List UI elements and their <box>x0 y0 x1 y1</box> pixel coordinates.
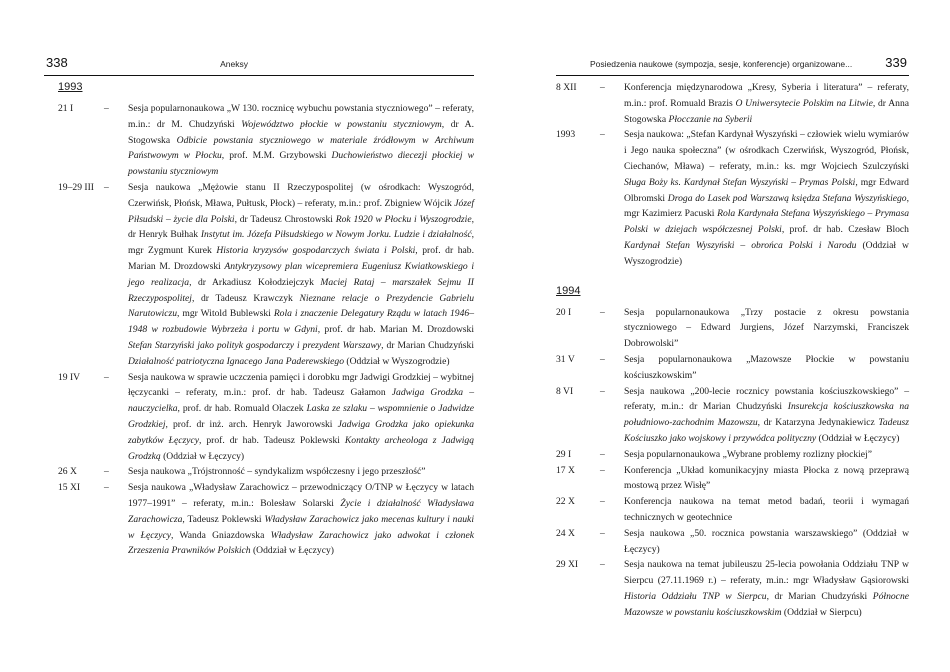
event-entry <box>44 180 474 370</box>
event-entry <box>556 463 909 495</box>
event-date: 20 I <box>556 306 572 318</box>
event-dash: – <box>600 496 605 508</box>
event-title-italic: Droga do Lasek pod Warszawą księdza Stefana Wyszyńskiego <box>667 192 907 204</box>
event-entry <box>44 101 474 180</box>
event-text: , mgr Zygmunt Kurek <box>128 229 474 257</box>
event-dash: – <box>104 181 109 193</box>
event-description <box>128 370 474 465</box>
event-entry <box>556 127 909 269</box>
left-page-content <box>44 80 474 559</box>
event-text: , dr Arkadiusz Kołodziejczyk <box>189 276 321 288</box>
event-title-italic: Odbicie powstania styczniowego w materiale źródłowym w Archiwum Państwowym w Płocku <box>128 134 474 162</box>
event-title-italic: Laska ze szlaku – wspomnienie o Jadwidze Grodzkiej <box>128 403 474 430</box>
event-dash: – <box>600 353 605 365</box>
event-title-italic: Rola Kardynała Stefana Wyszyńskiego – Prymasa Polski w dziejach współczesnej Polski <box>624 208 909 236</box>
event-text: , Tadeusz Poklewski <box>182 513 265 525</box>
event-entry <box>556 352 909 384</box>
event-date: 19 IV <box>58 371 81 383</box>
event-title-italic: Tadeusz Kościuszko jako wojskowy i przywódca polityczny <box>624 417 909 444</box>
event-title-italic: Sługa Boży ks. Kardynał Stefan Wyszyński – Prymas Polski <box>624 176 856 188</box>
event-description <box>624 447 909 463</box>
event-description <box>624 463 909 495</box>
event-date: 8 VI <box>556 385 574 397</box>
right-page-number: 339 <box>885 55 907 70</box>
event-entry <box>44 480 474 559</box>
event-text: Sesja naukowa w sprawie uczczenia pamięci i dorobku mgr Jadwigi Grodzkiej – wybitnej łęczycanki – referaty, m.in.: prof. dr hab. Tadeusz Gałamon <box>128 371 474 399</box>
event-text: Konferencja „Układ komunikacyjny miasta Płocka z nową przeprawą mostową przez Wisłę” <box>624 464 909 492</box>
right-page <box>556 0 909 672</box>
event-text: , dr Marian Chudzyński <box>381 339 474 351</box>
event-title-italic: Województwo płockie w powstaniu styczniowym <box>241 118 442 130</box>
event-entry <box>44 464 474 480</box>
event-text: Sesja naukowa „Władysław Zarachowicz – przewodniczący O/TNP w Łęczycy w latach 1977–1991” – referaty, m.in.: Bolesław Solarski <box>128 482 474 509</box>
event-text: Sesja naukowa „Mężowie stanu II Rzeczypospolitej (w ośrodkach: Wyszogród, Czerwińsk, Płońsk, Mława, Pułtusk, Płock) – referaty, m.in.: prof. Zbigniew Wójcik <box>128 181 474 209</box>
event-description <box>128 464 474 480</box>
event-entry <box>44 370 474 465</box>
event-dash: – <box>600 129 605 141</box>
event-title-italic: Instytut im. Józefa Piłsudskiego w Nowym Jorku. Ludzie i działalność <box>200 229 472 241</box>
event-title-italic: Rola i znaczenie Delegatury Rządu w latach 1946–1948 w rozbudowie Wybrzeża i portu w Gdyni <box>128 308 474 336</box>
event-text: , prof. dr hab. Marian M. Drozdowski <box>128 245 474 272</box>
event-title-italic: Płocczanie na Syberii <box>668 113 753 125</box>
event-text: Sesja naukowa: „Stefan Kardynał Wyszyński – człowiek wielu wymiarów i Jego nauka społeczna” (w ośrodkach Czerwińsk, Wyszogród, Płońsk, Ciechanów, Mława) – referaty, m.in.: ks. mgr Wojciech Szulczyński <box>624 129 909 172</box>
event-date: 19–29 III <box>58 181 94 193</box>
left-running-head <box>44 55 474 76</box>
event-entry <box>556 447 909 463</box>
event-date: 22 X <box>556 496 575 508</box>
event-title-italic: Józef Piłsudski – życie dla Polski <box>128 197 474 225</box>
event-entry <box>556 80 909 127</box>
event-date: 29 XI <box>556 559 579 571</box>
event-dash: – <box>104 371 109 383</box>
event-text: , mgr Witold Bublewski <box>177 308 274 320</box>
event-text: , dr Tadeusz Krawczyk <box>191 292 300 304</box>
event-entry <box>556 384 909 447</box>
event-dash: – <box>104 466 109 478</box>
event-text: Sesja popularnonaukowa „W 130. rocznicę wybuchu powstania styczniowego” – referaty, m.in.: dr M. Chudzyński <box>128 103 474 130</box>
event-text: (Oddział w Wyszogrodzie) <box>624 239 909 267</box>
event-title-italic: Władysław Zarachowicz jako mecenas kultury i nauki w Łęczycy <box>128 513 474 541</box>
event-description <box>624 557 909 620</box>
event-description <box>624 80 909 127</box>
event-text: , prof. dr inż. arch. Henryk Jaworowski <box>165 418 338 430</box>
event-description <box>624 494 909 526</box>
event-text: (Oddział w Łęczycy) <box>160 450 245 462</box>
event-text: Sesja popularnonaukowa „Wybrane problemy rozlizny płockiej” <box>624 448 872 460</box>
event-text: Sesja naukowa „50. rocznica powstania warszawskiego” (Oddział w Łęczycy) <box>624 527 909 555</box>
event-text: Sesja naukowa „Trójstronność – syndykalizm współczesny i jego przeszłość” <box>128 466 426 478</box>
event-text: Sesja naukowa na temat jubileuszu 25-lecia powołania Oddziału TNP w Sierpcu (27.11.1969 r.) – referaty, m.in.: mgr Władysław Gąsiorowski <box>624 559 909 587</box>
event-title-italic: Insurekcja kościuszkowska na południowo-zachodnim Mazowszu <box>624 401 909 429</box>
event-text: , dr Katarzyna Jedynakiewicz <box>757 417 879 429</box>
event-text: , dr Marian Chudzyński <box>766 590 873 602</box>
left-page <box>44 0 474 672</box>
right-running-head <box>556 55 909 76</box>
event-entry <box>556 526 909 558</box>
event-text: , prof. dr hab. Tadeusz Poklewski <box>199 434 345 446</box>
event-title-italic: Historia kryzysów gospodarczych świata i Polski <box>216 245 416 257</box>
event-entry <box>556 557 909 620</box>
event-title-italic: Kontakty archeologa z Jadwigą Grodzką <box>128 434 475 462</box>
event-dash: – <box>104 103 109 114</box>
event-date: 8 XII <box>556 82 577 93</box>
event-title-italic: Duchowieństwo diecezji płockiej w powstaniu styczniowym <box>128 150 474 178</box>
event-text: (Oddział w Łęczycy) <box>250 545 334 557</box>
event-text: Sesja popularnonaukowa „Mazowsze Płockie w powstaniu kościuszkowskim” <box>624 353 909 381</box>
event-text: , dr Tadeusz Chrostowski <box>234 213 336 225</box>
event-description <box>624 127 909 269</box>
event-date: 1993 <box>556 129 576 141</box>
event-title-italic: O Uniwersytecie Polskim na Litwie <box>735 97 873 109</box>
event-text: , prof. dr hab. Romuald Olaczek <box>177 403 307 415</box>
event-text: Sesja naukowa „200-lecie rocznicy powstania kościuszkowskiego” – referaty, m.in.: dr Marian Chudzyński <box>624 385 909 413</box>
right-page-content <box>556 80 909 621</box>
event-text: , prof. dr hab. Czesław Bloch <box>781 224 909 236</box>
event-text: Sesja popularnonaukowa „Trzy postacie z okresu powstania styczniowego – Edward Jurgiens, Józef Narzymski, Franciszek Dobrowolski” <box>624 306 909 350</box>
event-text: , dr Henryk Bułhak <box>128 213 474 241</box>
event-title-italic: Antykryzysowy plan wicepremiera Eugeniusz Kwiatkowskiego i jego realizacja <box>128 260 474 288</box>
event-dash: – <box>600 448 605 460</box>
left-running-title: Aneksy <box>220 59 248 69</box>
right-running-title: Posiedzenia naukowe (sympozja, sesje, konferencje) organizowane... <box>590 59 853 69</box>
event-text: Konferencja międzynarodowa „Kresy, Syberia i literatura” – referaty, m.in.: prof. Romuald Brazis <box>624 82 909 109</box>
event-entry <box>556 305 909 352</box>
event-date: 29 I <box>556 448 572 460</box>
event-text: Konferencja naukowa na temat metod badań, teorii i wymagań technicznych w geotechnice <box>624 496 909 523</box>
event-text: , mgr Edward Olbromski <box>624 176 909 204</box>
event-text: , Wanda Gniazdowska <box>171 529 271 541</box>
event-title-italic: Rok 1920 w Płocku i Wyszogrodzie <box>335 213 472 225</box>
event-title-italic: Stefan Starzyński jako polityk gospodarczy i prezydent Warszawy <box>128 339 382 351</box>
event-title-italic: Maciej Rataj – marszałek Sejmu II Rzeczypospolitej <box>128 276 474 304</box>
event-date: 17 X <box>556 464 575 476</box>
event-description <box>624 384 909 447</box>
event-text: (Oddział w Łęczycy) <box>816 432 900 444</box>
year-heading: 1993 <box>58 81 83 93</box>
event-description <box>128 180 474 370</box>
year-heading: 1994 <box>556 284 581 297</box>
event-text: , dr Anna Stogowska <box>624 97 909 125</box>
event-title-italic: Życie i działalność Władysława Zarachowicza <box>128 497 474 525</box>
event-date: 15 XI <box>58 482 81 494</box>
event-date: 24 X <box>556 527 575 539</box>
event-title-italic: Kardynał Stefan Wyszyński – obrońca Polski i Narodu <box>624 239 857 251</box>
event-title-italic: Północne Mazowsze w powstaniu kościuszkowskim <box>624 590 909 618</box>
event-text: (Oddział w Sierpcu) <box>781 606 862 618</box>
event-description <box>624 352 909 384</box>
event-dash: – <box>600 306 605 318</box>
event-text: , mgr Kazimierz Pacuski <box>624 192 909 220</box>
event-date: 21 I <box>58 103 74 114</box>
event-title-italic: Nieznane relacje o Prezydencie Gabrielu Narutowiczu <box>128 292 474 320</box>
event-dash: – <box>600 527 605 539</box>
event-text: , prof. dr hab. Marian M. Drozdowski <box>317 324 474 336</box>
section-gap <box>556 270 909 284</box>
event-dash: – <box>600 82 605 93</box>
event-dash: – <box>104 482 109 494</box>
event-text: , prof. M.M. Grzybowski <box>221 150 332 162</box>
event-title-italic: Jadwiga Grodzka – nauczycielka <box>128 387 474 415</box>
event-dash: – <box>600 385 605 397</box>
event-dash: – <box>600 559 605 571</box>
event-title-italic: Władysław Zarachowicz jako adwokat i członek Zrzeszenia Prawników Polskich <box>128 529 474 557</box>
event-date: 26 X <box>58 466 77 478</box>
left-page-number: 338 <box>46 55 68 70</box>
event-description <box>624 526 909 558</box>
event-date: 31 V <box>556 353 575 365</box>
event-description <box>624 305 909 352</box>
event-description <box>128 480 474 559</box>
event-description <box>128 101 474 180</box>
event-title-italic: Działalność patriotyczna Ignacego Jana Paderewskiego <box>128 355 344 367</box>
event-title-italic: Historia Oddziału TNP w Sierpcu <box>624 590 767 602</box>
event-text: (Oddział w Wyszogrodzie) <box>344 355 450 367</box>
event-title-italic: Jadwiga Grodzka jako opiekunka zabytków Łęczycy <box>128 418 474 446</box>
event-dash: – <box>600 464 605 476</box>
event-text: , dr A. Stogowska <box>128 118 475 146</box>
event-entry <box>556 494 909 526</box>
